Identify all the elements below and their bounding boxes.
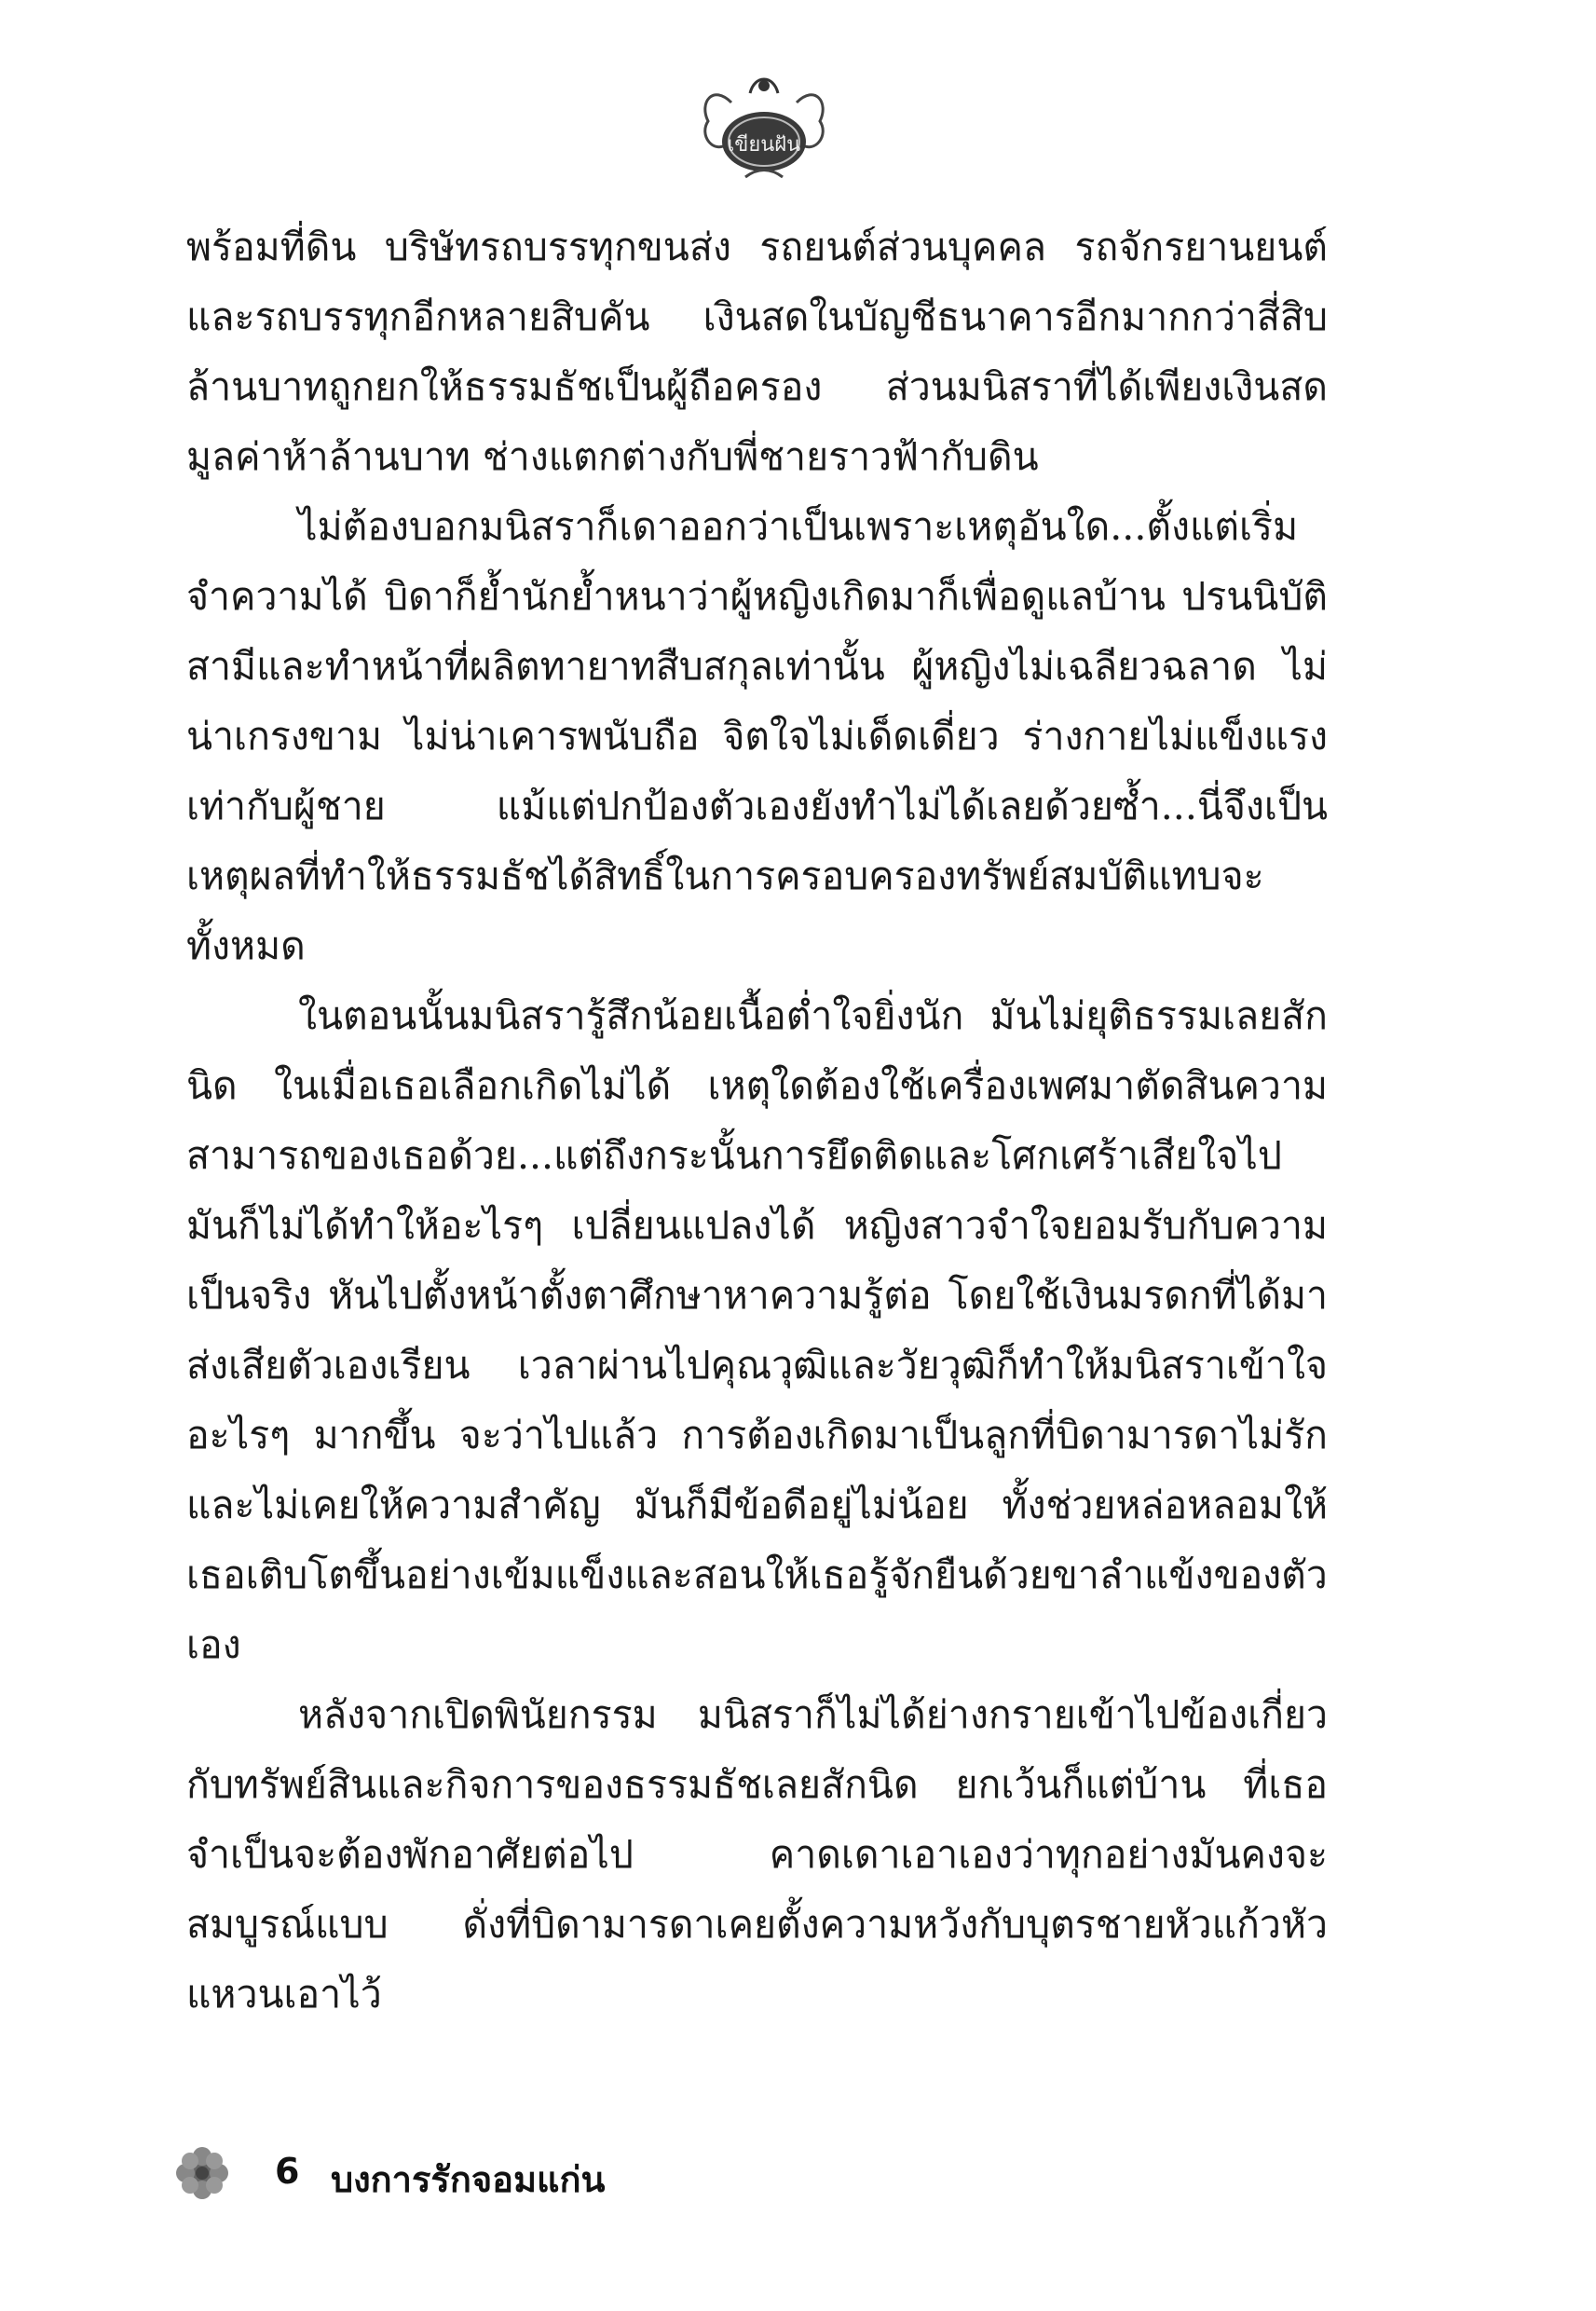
flower-ornament-icon [172,2143,232,2203]
page-number: 6 [275,2151,300,2192]
paragraph-3: ในตอนนั้นมนิสรารู้สึกน้อยเนื้อต่ำใจยิ่งนัก มันไม่ยุติธรรมเลยสักนิด ในเมื่อเธอเลือกเกิดไม่ได้ เหตุใดต้องใช้เครื่องเพศมาตัดสินความสามารถของเธอด้วย...แต่ถึงกระนั้นการยึดติดและโศกเศร้าเสียใจไปมันก็ไม่ได้ทำให้อะไรๆ เปลี่ยนแปลงได้ หญิงสาวจำใจยอมรับกับความเป็นจริง หันไปตั้งหน้าตั้งตาศึกษาหาความรู้ต่อ โดยใช้เงินมรดกที่ได้มาส่งเสียตัวเองเรียน เวลาผ่านไปคุณวุฒิและวัยวุฒิก็ทำให้มนิสราเข้าใจอะไรๆ มากขึ้น จะว่าไปแล้ว การต้องเกิดมาเป็นลูกที่บิดามารดาไม่รักและไม่เคยให้ความสำคัญ มันก็มีข้อดีอยู่ไม่น้อย ทั้งช่วยหล่อหลอมให้เธอเติบโตขึ้นอย่างเข้มแข็งและสอนให้เธอรู้จักยืนด้วยขาลำแข้งของตัวเอง [186,993,1328,1667]
paragraph-2: ไม่ต้องบอกมนิสราก็เดาออกว่าเป็นเพราะเหตุอันใด...ตั้งแต่เริ่มจำความได้ บิดาก็ย้ำนักย้ำหนาว่าผู้หญิงเกิดมาก็เพื่อดูแลบ้าน ปรนนิบัติสามีและทำหน้าที่ผลิตทายาทสืบสกุลเท่านั้น ผู้หญิงไม่เฉลียวฉลาด ไม่น่าเกรงขาม ไม่น่าเคารพนับถือ จิตใจไม่เด็ดเดี่ยว ร่างกายไม่แข็งแรงเท่ากับผู้ชาย แม้แต่ปกป้องตัวเองยังทำไม่ได้เลยด้วยซ้ำ...นี่จึงเป็นเหตุผลที่ทำให้ธรรมธัชได้สิทธิ์ในการครอบครองทรัพย์สมบัติแทบจะทั้งหมด [186,504,1328,968]
ornamental-book-emblem-icon [694,65,834,186]
page-footer [172,2143,731,2208]
body-text [186,212,1328,2030]
book-title: บงการรักจอมแก่น [331,2159,606,2200]
paragraph-4: หลังจากเปิดพินัยกรรม มนิสราก็ไม่ได้ย่างกรายเข้าไปข้องเกี่ยวกับทรัพย์สินและกิจการของธรรมธัชเลยสักนิด ยกเว้นก็แต่บ้าน ที่เธอจำเป็นจะต้องพักอาศัยต่อไป คาดเดาเอาเองว่าทุกอย่างมันคงจะสมบูรณ์แบบ ดั่งที่บิดามารดาเคยตั้งความหวังกับบุตรชายหัวแก้วหัวแหวนเอาไว้ [186,1692,1328,2017]
emblem-text: เขียนฝัน [727,133,801,157]
paragraph-1: พร้อมที่ดิน บริษัทรถบรรทุกขนส่ง รถยนต์ส่วนบุคคล รถจักรยานยนต์ และรถบรรทุกอีกหลายสิบคัน เงินสดในบัญชีธนาคารอีกมากกว่าสี่สิบล้านบาทถูกยกให้ธรรมธัชเป็นผู้ถือครอง ส่วนมนิสราที่ได้เพียงเงินสดมูลค่าห้าล้านบาท ช่างแตกต่างกับพี่ชายราวฟ้ากับดิน [186,225,1328,479]
